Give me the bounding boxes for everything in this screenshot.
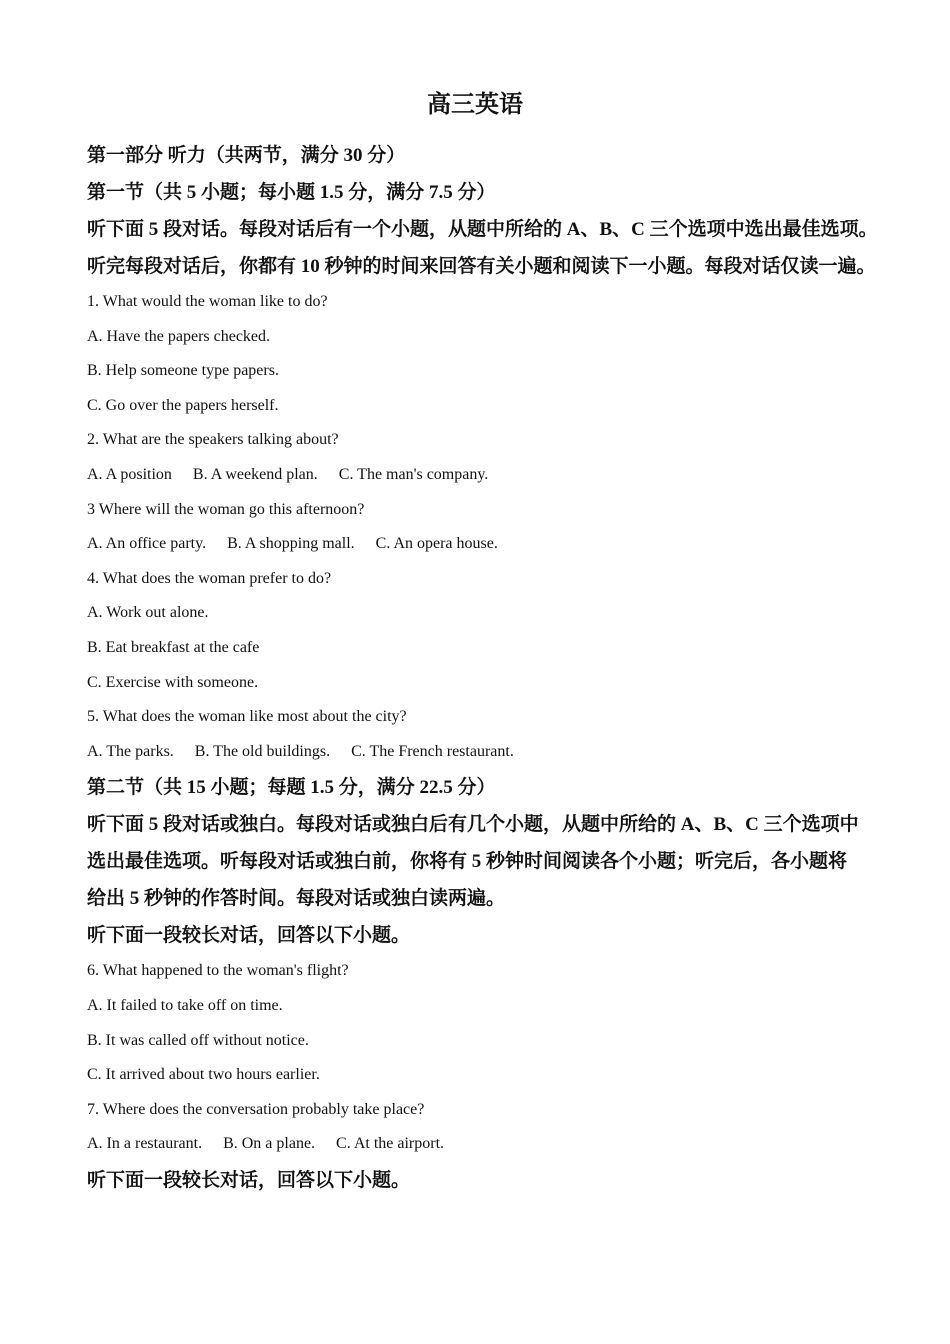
page-title: 高三英语 [427,92,523,118]
question-5-options [87,735,887,770]
question-6-option-a: A. It failed to take off on time. [87,996,283,1014]
question-3-option-a: A. An office party. [87,535,207,553]
question-5: 5. What does the woman like most about the city? [87,708,407,726]
question-2-option-a: A. A position [87,465,172,483]
question-2: 2. What are the speakers talking about? [87,431,339,449]
question-3-options [87,527,887,562]
question-7: 7. Where does the conversation probably take place? [87,1100,425,1118]
question-5-option-b: B. The old buildings. [194,742,331,760]
question-6: 6. What happened to the woman's flight? [87,962,349,980]
question-7-option-a: A. In a restaurant. [87,1135,203,1153]
section1-heading: 第一节（共 5 小题；每小题 1.5 分，满分 7.5 分） [87,182,496,203]
question-2-option-b: B. A weekend plan. [192,465,318,483]
section1-instruction-line: 听下面 5 段对话。每段对话后有一个小题，从题中所给的 A、B、C 三个选项中选出最佳选项。 [87,219,878,240]
question-1-option-a: A. Have the papers checked. [87,327,271,345]
question-7-options [87,1127,887,1162]
section1-instruction-line: 听完每段对话后，你都有 10 秒钟的时间来回答有关小题和阅读下一小题。每段对话仅读一遍。 [87,256,876,277]
question-1: 1. What would the woman like to do? [87,293,328,310]
question-4-option-b: B. Eat breakfast at the cafe [87,638,260,656]
question-1-option-c: C. Go over the papers herself. [87,396,279,414]
section2-instruction-line: 选出最佳选项。听每段对话或独白前，你将有 5 秒钟时间阅读各个小题；听完后，各小题将 [87,851,848,873]
question-4-option-c: C. Exercise with someone. [87,673,259,691]
exam-content [87,137,887,1199]
section2-instruction-line: 听下面 5 段对话或独白。每段对话或独白后有几个小题，从题中所给的 A、B、C 三个选项中 [87,814,859,836]
question-2-option-c: C. The man's company. [338,465,489,483]
question-6-option-c: C. It arrived about two hours earlier. [87,1066,320,1084]
question-2-options [87,458,887,493]
question-7-option-b: B. On a plane. [223,1135,316,1153]
question-5-option-c: C. The French restaurant. [351,742,514,760]
question-1-option-b: B. Help someone type papers. [87,362,279,380]
question-3-option-b: B. A shopping mall. [227,535,355,553]
passage-intro: 听下面一段较长对话，回答以下小题。 [87,1169,411,1191]
section2-heading: 第二节（共 15 小题；每题 1.5 分，满分 22.5 分） [87,777,496,799]
question-5-option-a: A. The parks. [87,742,174,760]
question-3: 3 Where will the woman go this afternoon? [87,500,365,518]
question-4-option-a: A. Work out alone. [87,604,209,622]
part1-heading: 第一部分 听力（共两节，满分 30 分） [87,145,406,166]
section2-instruction-line: 给出 5 秒钟的作答时间。每段对话或独白读两遍。 [87,888,506,910]
question-3-option-c: C. An opera house. [375,535,498,553]
passage-intro: 听下面一段较长对话，回答以下小题。 [87,925,411,947]
question-4: 4. What does the woman prefer to do? [87,569,332,587]
question-7-option-c: C. At the airport. [336,1135,445,1153]
question-6-option-b: B. It was called off without notice. [87,1031,309,1049]
